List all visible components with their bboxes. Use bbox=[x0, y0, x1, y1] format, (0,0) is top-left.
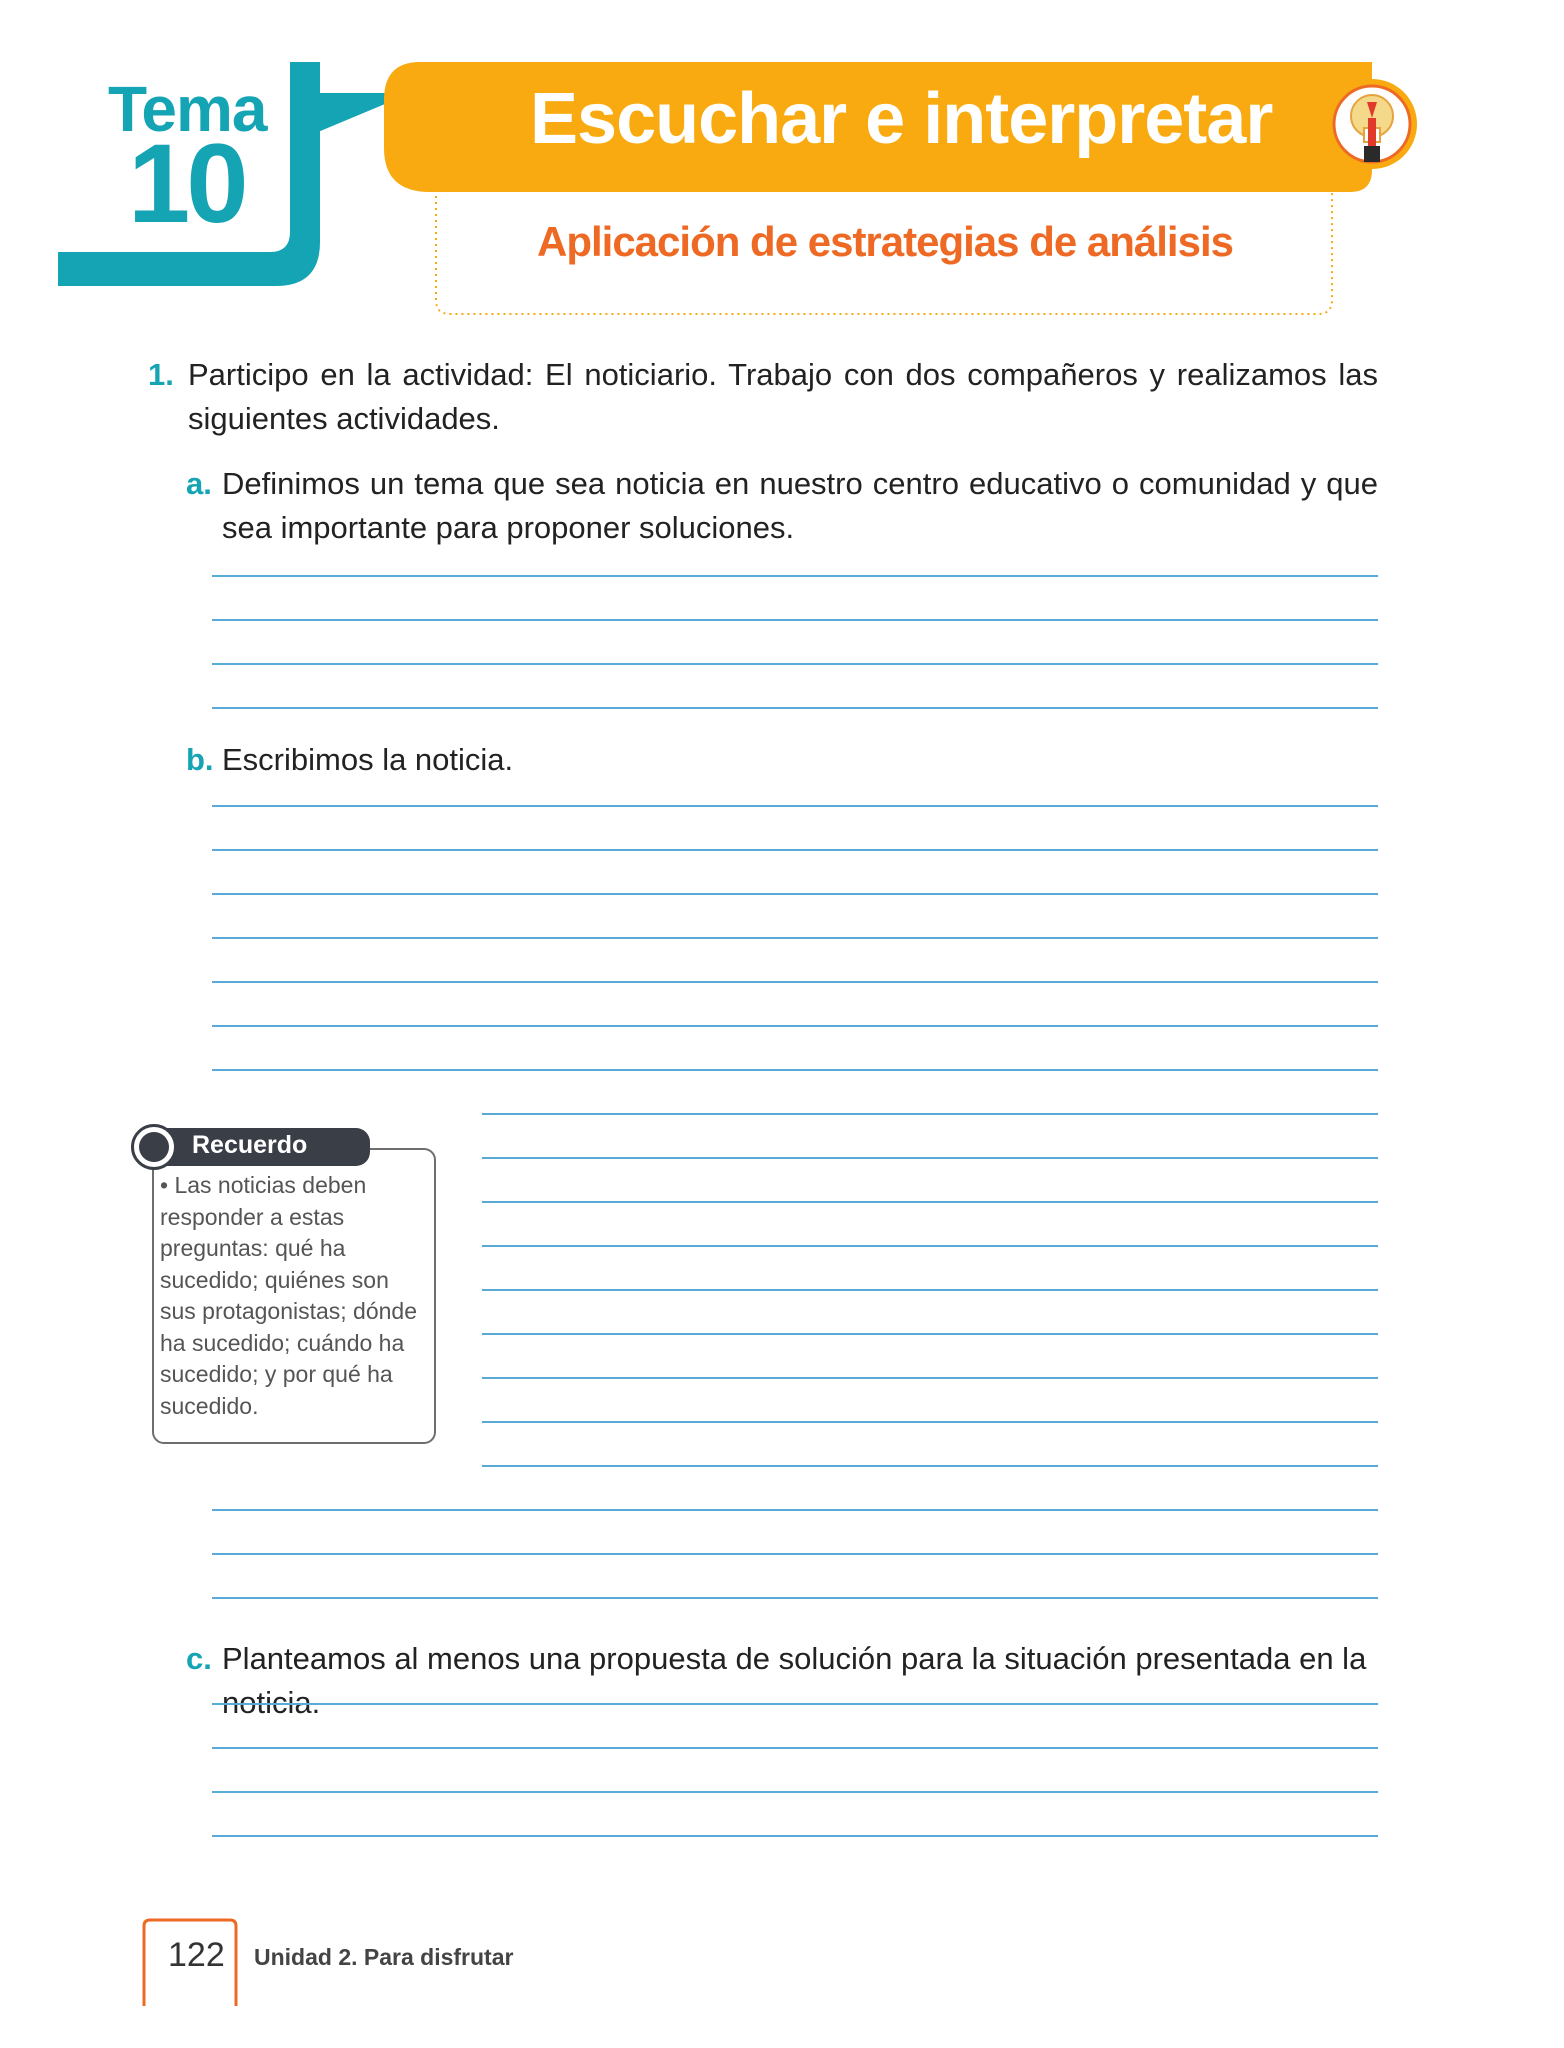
recuerdo-text: • Las noticias deben responder a estas preguntas: qué ha sucedido; quiénes son sus protagonistas; dónde ha sucedido; cuándo ha sucedido; y por qué ha sucedido. bbox=[160, 1172, 418, 1419]
answer-line-c[interactable] bbox=[212, 1791, 1378, 1793]
item-c-letter: c. bbox=[186, 1641, 212, 1676]
item-b-text: Escribimos la noticia. bbox=[222, 742, 514, 777]
answer-line-b[interactable] bbox=[212, 1069, 1378, 1071]
activity-number: 1. bbox=[148, 357, 174, 392]
answer-line-b[interactable] bbox=[482, 1157, 1378, 1159]
item-a-text: Definimos un tema que sea noticia en nuestro centro educativo o comunidad y que sea importante para proponer soluciones. bbox=[222, 466, 1378, 545]
answer-line-b[interactable] bbox=[212, 1509, 1378, 1511]
answer-line-b[interactable] bbox=[482, 1245, 1378, 1247]
answer-line-b[interactable] bbox=[482, 1377, 1378, 1379]
lightbulb-pencil-icon bbox=[1327, 79, 1417, 169]
answer-line-c[interactable] bbox=[212, 1747, 1378, 1749]
answer-line-a[interactable] bbox=[212, 619, 1378, 621]
page-subtitle: Aplicación de estrategias de análisis bbox=[537, 218, 1233, 265]
activity-intro: Participo en la actividad: El noticiario. Trabajo con dos compañeros y realizamos las siguientes actividades. bbox=[188, 357, 1378, 436]
answer-line-b[interactable] bbox=[212, 937, 1378, 939]
answer-line-a[interactable] bbox=[212, 575, 1378, 577]
answer-line-b[interactable] bbox=[212, 1597, 1378, 1599]
item-a-letter: a. bbox=[186, 466, 212, 501]
answer-line-a[interactable] bbox=[212, 663, 1378, 665]
answer-line-b[interactable] bbox=[482, 1465, 1378, 1467]
answer-line-b[interactable] bbox=[482, 1113, 1378, 1115]
page-title: Escuchar e interpretar bbox=[530, 79, 1273, 159]
tema-label: Tema bbox=[108, 73, 267, 145]
answer-line-b[interactable] bbox=[482, 1289, 1378, 1291]
answer-line-b[interactable] bbox=[212, 1025, 1378, 1027]
answer-line-c[interactable] bbox=[212, 1835, 1378, 1837]
answer-line-b[interactable] bbox=[212, 1553, 1378, 1555]
teal-connector bbox=[318, 93, 385, 132]
recuerdo-bullet-dot bbox=[139, 1132, 169, 1162]
answer-line-b[interactable] bbox=[212, 805, 1378, 807]
answer-line-c[interactable] bbox=[212, 1703, 1378, 1705]
answer-line-b[interactable] bbox=[212, 849, 1378, 851]
answer-line-b[interactable] bbox=[212, 981, 1378, 983]
page-number: 122 bbox=[168, 1936, 225, 1974]
answer-line-a[interactable] bbox=[212, 707, 1378, 709]
tema-number: 10 bbox=[128, 121, 245, 246]
item-b-letter: b. bbox=[186, 742, 214, 777]
unit-label: Unidad 2. Para disfrutar bbox=[254, 1944, 514, 1970]
answer-line-b[interactable] bbox=[482, 1201, 1378, 1203]
recuerdo-label: Recuerdo bbox=[192, 1131, 308, 1159]
answer-line-b[interactable] bbox=[482, 1333, 1378, 1335]
answer-line-b[interactable] bbox=[212, 893, 1378, 895]
item-c-text: Planteamos al menos una propuesta de solución para la situación presentada en la noticia. bbox=[222, 1641, 1367, 1720]
answer-line-b[interactable] bbox=[482, 1421, 1378, 1423]
